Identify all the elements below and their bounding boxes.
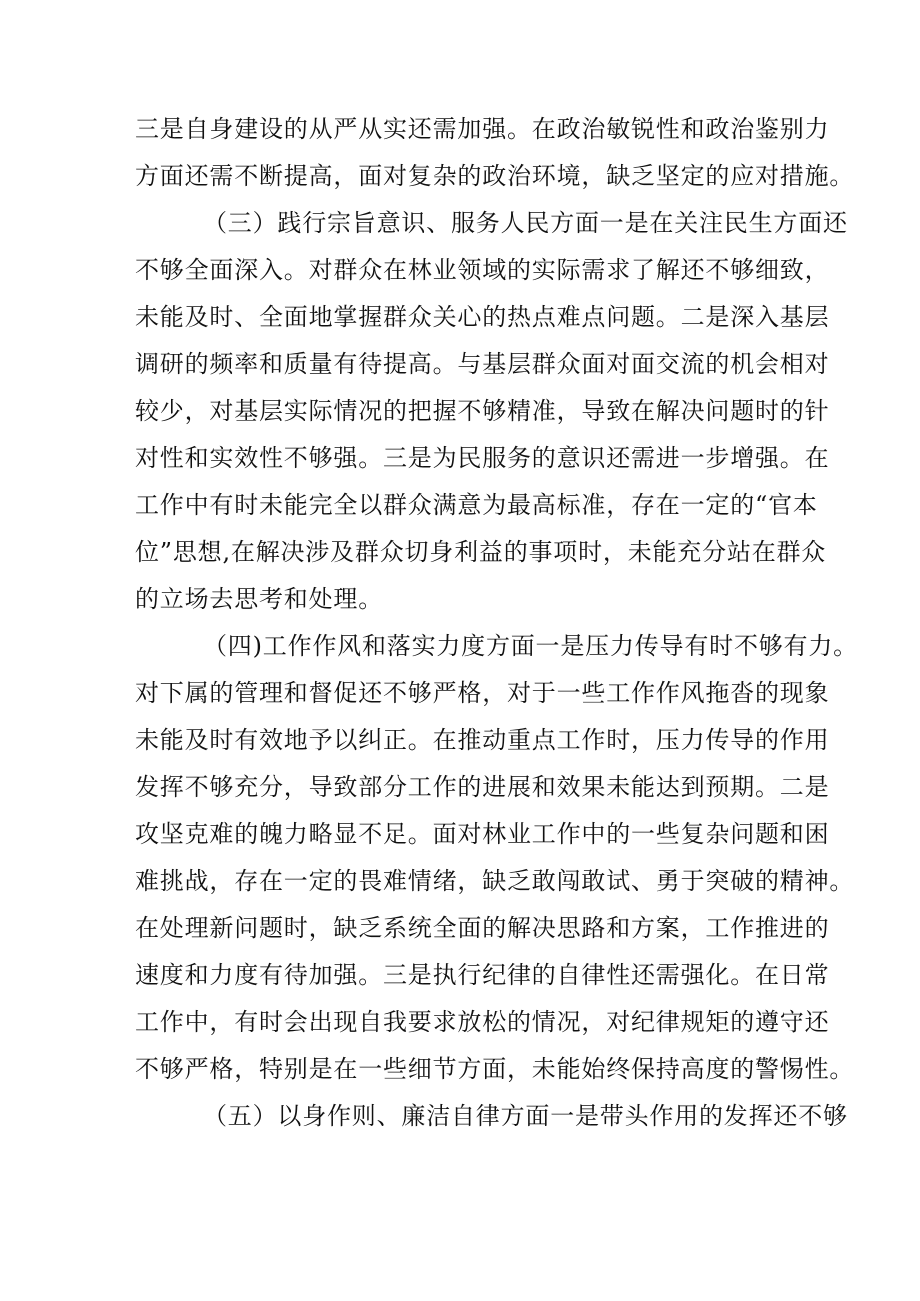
section-heading-line: （四)工作作风和落实力度方面一是压力传导有时不够有力。: [203, 632, 858, 660]
text-line: 未能及时有效地予以纠正。在推动重点工作时，压力传导的作用: [135, 726, 830, 754]
text-line: 不够严格，特别是在一些细节方面，未能始终保持高度的警惕性。: [135, 1055, 855, 1083]
document-body: [135, 106, 858, 1140]
text-line: 不够全面深入。对群众在林业领域的实际需求了解还不够细致，: [135, 256, 830, 284]
text-line: 位”思想,在解决涉及群众切身利益的事项时，未能充分站在群众: [135, 538, 827, 566]
text-line: 对性和实效性不够强。三是为民服务的意识还需进一步增强。在: [135, 444, 830, 472]
text-line: 较少，对基层实际情况的把握不够精准，导致在解决问题时的针: [135, 397, 830, 425]
text-line: 在处理新问题时，缺乏系统全面的解决思路和方案，工作推进的: [135, 914, 830, 942]
text-line: 难挑战，存在一定的畏难情绪，缺乏敢闯敢试、勇于突破的精神。: [135, 867, 855, 895]
section-heading-line: （三）践行宗旨意识、服务人民方面一是在关注民生方面还: [203, 209, 848, 237]
text-line: 调研的频率和质量有待提高。与基层群众面对面交流的机会相对: [135, 350, 830, 378]
text-line: 三是自身建设的从严从实还需加强。在政治敏锐性和政治鉴别力: [135, 115, 830, 143]
text-line: 未能及时、全面地掌握群众关心的热点难点问题。二是深入基层: [135, 303, 830, 331]
text-line: 发挥不够充分，导致部分工作的进展和效果未能达到预期。二是: [135, 773, 830, 801]
text-line: 的立场去思考和处理。: [135, 585, 383, 613]
text-line: 速度和力度有待加强。三是执行纪律的自律性还需强化。在日常: [135, 961, 830, 989]
text-line: 工作中，有时会出现自我要求放松的情况，对纪律规矩的遵守还: [135, 1008, 830, 1036]
text-line: 方面还需不断提高，面对复杂的政治环境，缺乏坚定的应对措施。: [135, 162, 855, 190]
section-heading-line: （五）以身作则、廉洁自律方面一是带头作用的发挥还不够: [203, 1102, 848, 1130]
text-line: 工作中有时未能完全以群众满意为最高标准，存在一定的“官本: [135, 491, 818, 519]
text-line: 对下属的管理和督促还不够严格，对于一些工作作风拖沓的现象: [135, 679, 830, 707]
text-line: 攻坚克难的魄力略显不足。面对林业工作中的一些复杂问题和困: [135, 820, 830, 848]
